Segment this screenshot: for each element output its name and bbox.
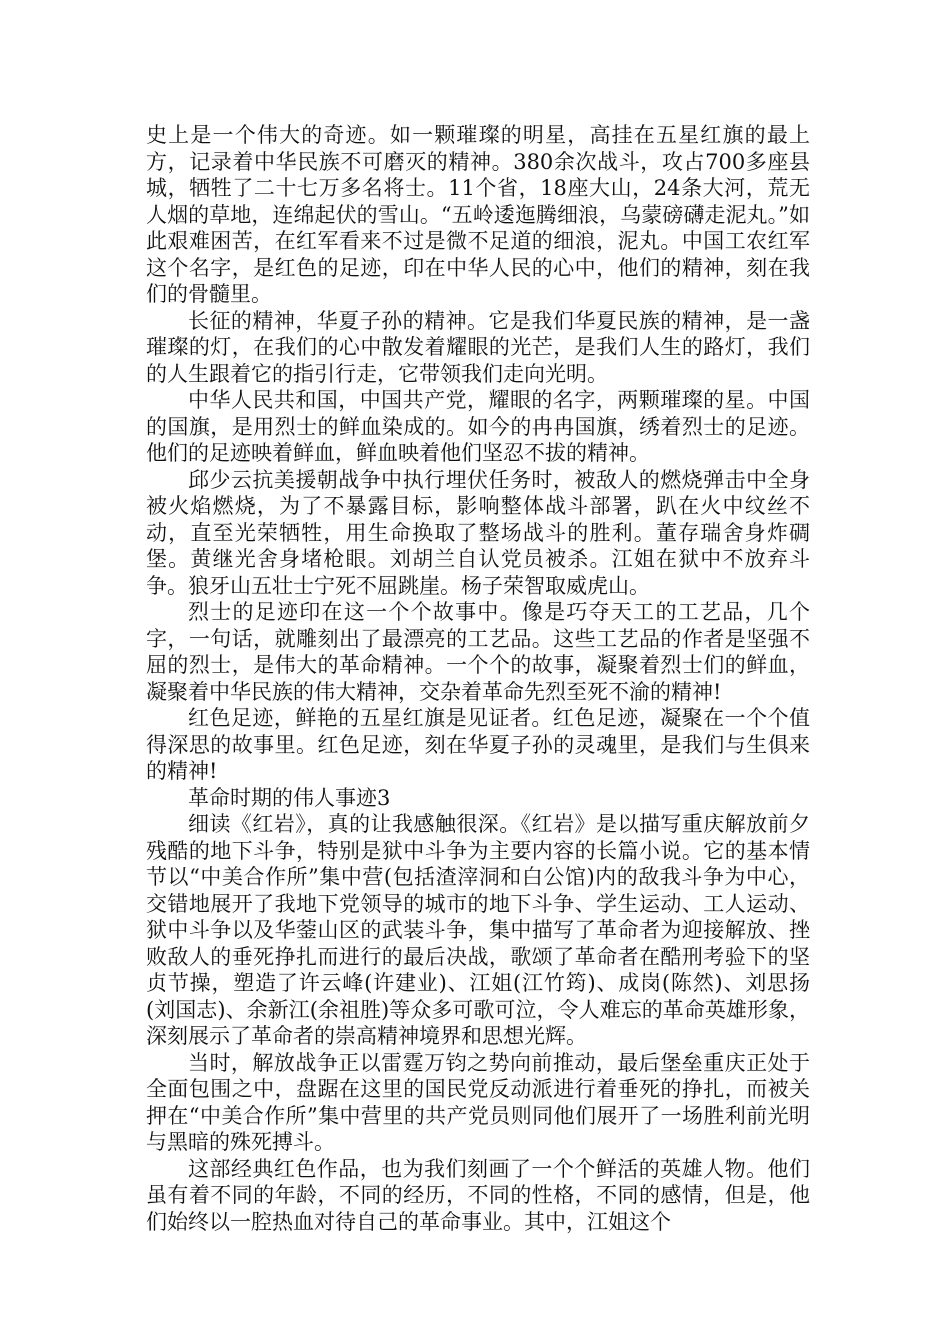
paragraph-long-march-history: 史上是一个伟大的奇迹。如一颗璀璨的明星，高挂在五星红旗的最上方，记录着中华民族不可磨灭的精神。380余次战斗，攻占700多座县城，牺牲了二十七万多名将士。11个省，18座大山，24条大河，荒无人烟的草地，连绵起伏的雪山。“五岭逶迤腾细浪，乌蒙磅礴走泥丸。”如此艰难困苦，在红军看来不过是微不足道的细浪，泥丸。中国工农红军这个名字，是红色的足迹，印在中华人民的心中，他们的精神，刻在我们的骨髓里。 (146, 123, 810, 306)
paragraph-heroes: 这部经典红色作品，也为我们刻画了一个个鲜活的英雄人物。他们虽有着不同的年龄，不同的经历，不同的性格，不同的感情，但是，他们始终以一腔热血对待自己的革命事业。其中，江姐这个 (146, 1156, 810, 1234)
paragraph-red-footprints: 红色足迹，鲜艳的五星红旗是见证者。红色足迹，凝聚在一个个值得深思的故事里。红色足迹，刻在华夏子孙的灵魂里，是我们与生俱来的精神! (146, 706, 810, 783)
section-heading: 革命时期的伟人事迹3 (188, 785, 391, 810)
paragraph-martyr-footprints: 烈士的足迹印在这一个个故事中。像是巧夺天工的工艺品，几个字，一句话，就雕刻出了最漂亮的工艺品。这些工艺品的作者是坚强不屈的烈士，是伟大的革命精神。一个个的故事，凝聚着烈士们的鲜血，凝聚着中华民族的伟大精神，交杂着革命先烈至死不渝的精神! (146, 600, 810, 704)
document-body (146, 122, 810, 1235)
paragraph-liberation-war: 当时，解放战争正以雷霆万钧之势向前推动，最后堡垒重庆正处于全面包围之中，盘踞在这里的国民党反动派进行着垂死的挣扎，而被关押在“中美合作所”集中营里的共产党员则同他们展开了一场胜利前光明与黑暗的殊死搏斗。 (146, 1050, 810, 1154)
paragraph-martyr-stories: 邱少云抗美援朝战争中执行埋伏任务时，被敌人的燃烧弹击中全身被火焰燃烧，为了不暴露目标，影响整体战斗部署，趴在火中纹丝不动，直至光荣牺牲，用生命换取了整场战斗的胜利。董存瑞舍身炸碉堡。黄继光舍身堵枪眼。刘胡兰自认党员被杀。江姐在狱中不放弃斗争。狼牙山五壮士宁死不屈跳崖。杨子荣智取威虎山。 (146, 467, 810, 598)
paragraph-national-flag: 中华人民共和国，中国共产党，耀眼的名字，两颗璀璨的星。中国的国旗，是用烈士的鲜血染成的。如今的冉冉国旗，绣着烈士的足迹。他们的足迹映着鲜血，鲜血映着他们坚忍不拔的精神。 (146, 388, 810, 465)
paragraph-red-crag-intro: 细读《红岩》，真的让我感触很深。《红岩》是以描写重庆解放前夕残酷的地下斗争，特别是狱中斗争为主要内容的长篇小说。它的基本情节以“中美合作所”集中营(包括渣滓洞和白公馆)内的敌我斗争为中心，交错地展开了我地下党领导的城市的地下斗争、学生运动、工人运动、狱中斗争以及华蓥山区的武装斗争，集中描写了革命者为迎接解放、挫败敌人的垂死挣扎而进行的最后决战，歌颂了革命者在酷刑考验下的坚贞节操，塑造了许云峰(许建业)、江姐(江竹筠)、成岗(陈然)、刘思扬(刘国志)、余新江(余祖胜)等众多可歌可泣，令人难忘的革命英雄形象，深刻展示了革命者的崇高精神境界和思想光辉。 (146, 812, 810, 1048)
paragraph-long-march-spirit: 长征的精神，华夏子孙的精神。它是我们华夏民族的精神，是一盏璀璨的灯，在我们的心中散发着耀眼的光芒，是我们人生的路灯，我们的人生跟着它的指引行走，它带领我们走向光明。 (146, 308, 810, 386)
